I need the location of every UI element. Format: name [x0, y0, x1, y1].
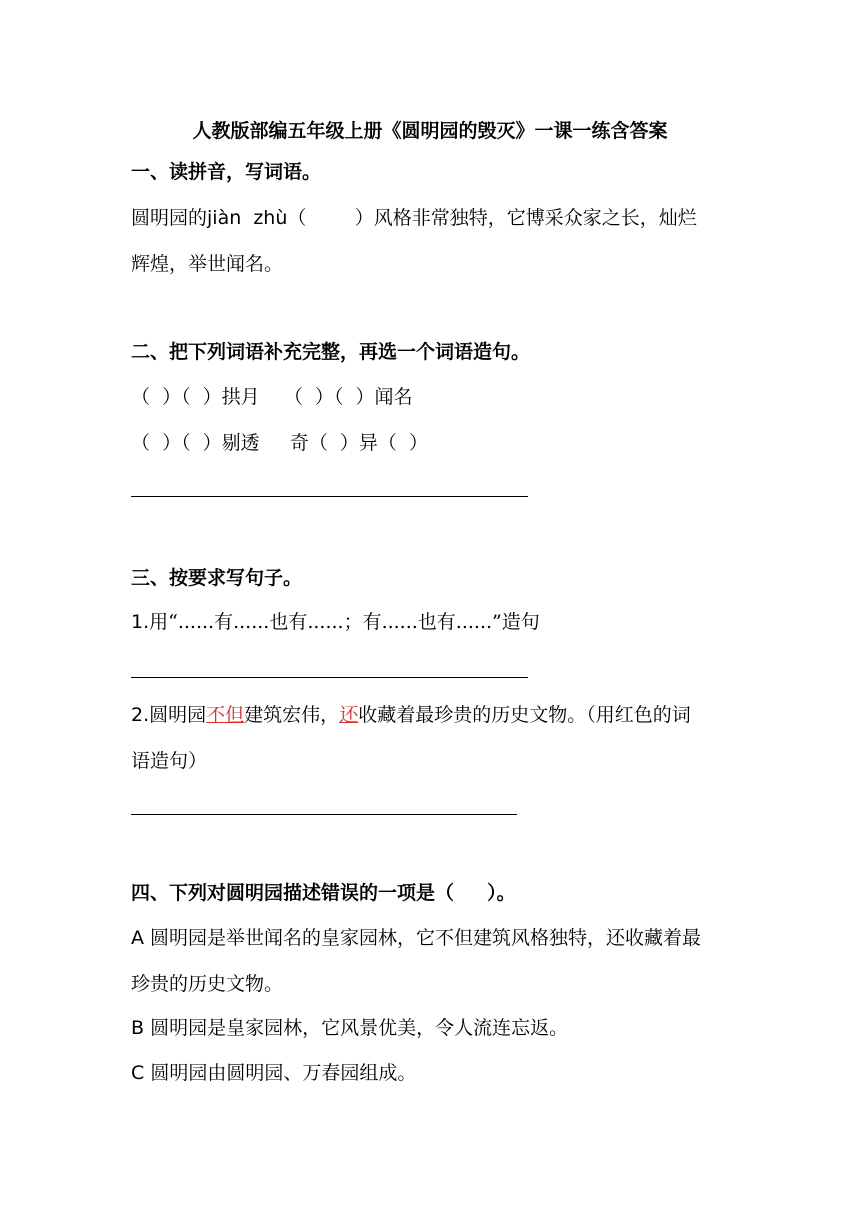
document-title: 人教版部编五年级上册《圆明园的毁灭》一课一练含答案	[192, 120, 668, 142]
answer-line-section2	[131, 496, 528, 497]
section2-row1: （ ）（ ）拱月 （ ）（ ）闻名	[131, 386, 413, 408]
option-a-text: 圆明园是举世闻名的皇家园林，它不但建筑风格独特，还收藏着最	[144, 927, 702, 949]
section4-heading: 四、下列对圆明园描述错误的一项是（ ）。	[131, 882, 516, 904]
section1-line1-pre: 圆明园的	[131, 207, 208, 229]
section1-sentence-line1	[131, 207, 697, 231]
section2-row2: （ ）（ ）剔透 奇（ ）异（ ）	[131, 432, 429, 454]
section3-heading: 三、按要求写句子。	[131, 567, 303, 589]
question2-text-a: 圆明园	[149, 704, 207, 726]
option-c-text: 圆明园由圆明园、万春园组成。	[144, 1062, 417, 1084]
question1-number: 1.	[131, 611, 150, 633]
section1-heading: 一、读拼音，写词语。	[131, 161, 322, 183]
question1-text: 用“......有......也有......；有......也有......”造句	[149, 611, 540, 633]
answer-line-question2	[131, 814, 517, 815]
question2-highlight-budan: 不但	[206, 704, 245, 726]
option-b-letter: B	[131, 1017, 145, 1039]
question2-text-b: 建筑宏伟，	[244, 704, 340, 726]
option-b	[131, 1017, 568, 1041]
section2-heading: 二、把下列词语补充完整，再选一个词语造句。	[131, 341, 531, 363]
option-b-text: 圆明园是皇家园林，它风景优美，令人流连忘返。	[144, 1017, 569, 1039]
option-c	[131, 1062, 416, 1086]
section1-sentence-line2: 辉煌，举世闻名。	[131, 253, 284, 275]
option-a-letter: A	[131, 927, 144, 949]
section3-question2-line2: 语造句）	[131, 750, 208, 772]
section3-question2-line1	[131, 704, 691, 728]
answer-line-question1	[131, 677, 528, 678]
option-c-letter: C	[131, 1062, 145, 1084]
option-a-line2: 珍贵的历史文物。	[131, 973, 284, 995]
question2-highlight-hai: 还	[339, 704, 359, 726]
question2-text-c: 收藏着最珍贵的历史文物。（用红色的词	[358, 704, 691, 726]
option-a-line1	[131, 927, 701, 951]
section1-pinyin: jiàn zhù	[207, 207, 288, 229]
question2-number: 2.	[131, 704, 150, 726]
section1-line1-post: （ ）风格非常独特，它博采众家之长，灿烂	[287, 207, 697, 229]
section3-question1	[131, 611, 540, 635]
